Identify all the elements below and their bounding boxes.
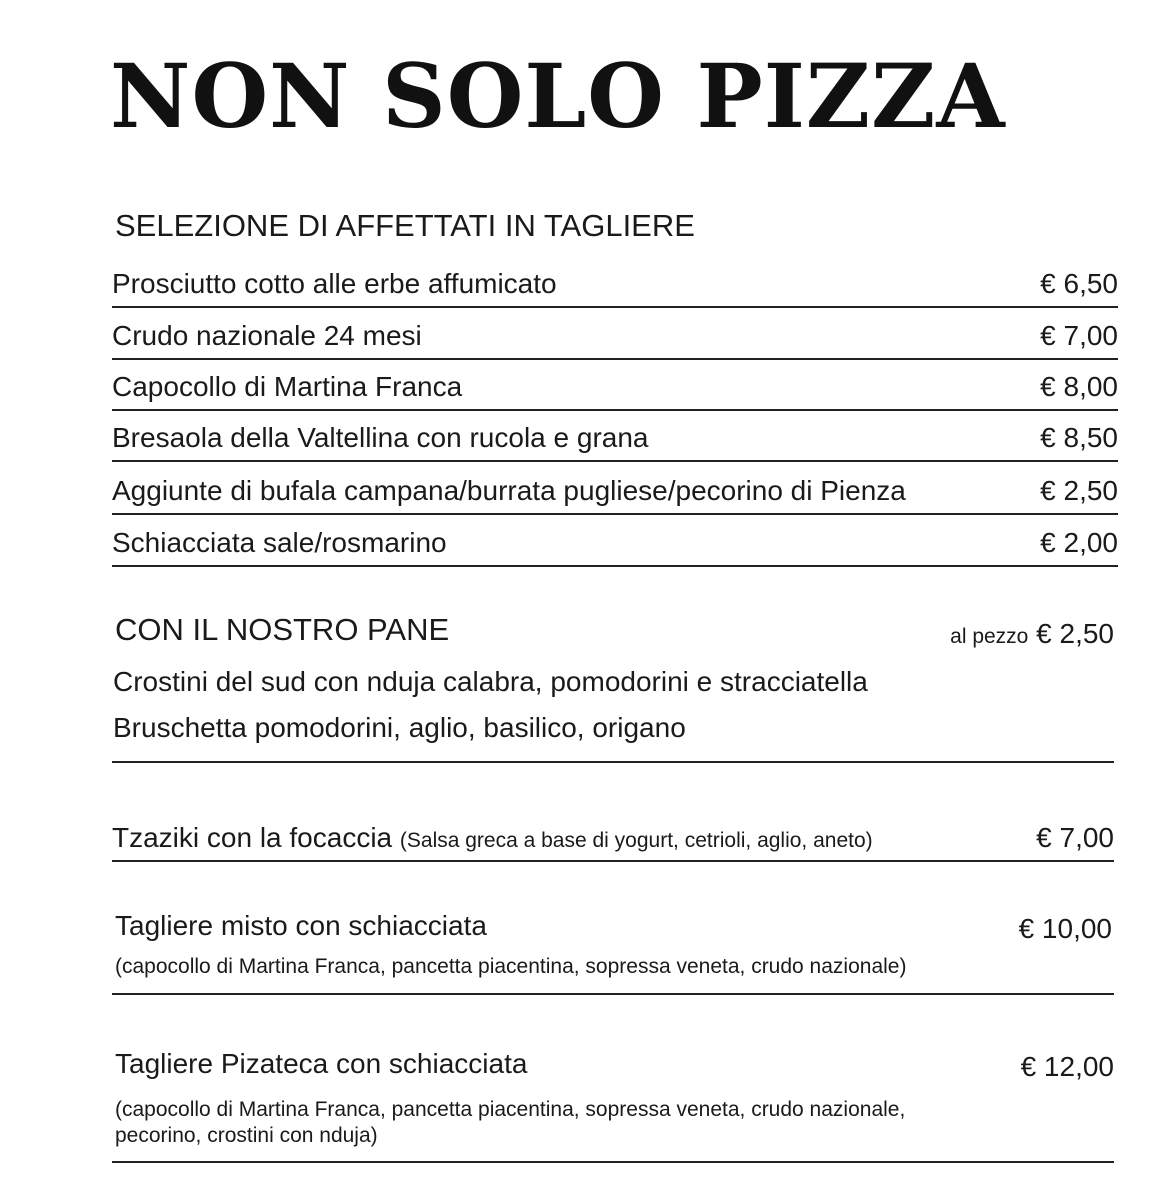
menu-row <box>112 268 1118 308</box>
menu-row <box>112 527 1118 567</box>
item-title: Tagliere misto con schiacciata <box>115 910 487 941</box>
menu-row <box>112 371 1118 411</box>
item-name: Capocollo di Martina Franca <box>112 371 463 402</box>
section-price <box>950 620 1114 648</box>
row-divider <box>112 860 1114 862</box>
item-price: € 6,50 <box>1040 268 1118 299</box>
item-name: Prosciutto cotto alle erbe affumicato <box>112 268 557 299</box>
item-price: € 10,00 <box>1018 913 1112 944</box>
item-description: (capocollo di Martina Franca, pancetta piacentina, sopressa veneta, crudo nazionale) <box>115 955 907 978</box>
row-divider <box>112 358 1118 360</box>
menu-row <box>112 822 1114 862</box>
section-heading-affettati: SELEZIONE DI AFFETTATI IN TAGLIERE <box>115 208 695 243</box>
item-price: € 12,00 <box>1020 1051 1114 1082</box>
item-description: (capocollo di Martina Franca, pancetta piacentina, sopressa veneta, crudo nazionale, <box>115 1098 906 1121</box>
item-price: € 8,50 <box>1040 422 1118 453</box>
menu-row <box>112 475 1118 515</box>
item-title: Tagliere Pizateca con schiacciata <box>115 1048 528 1079</box>
item-price: € 7,00 <box>1040 320 1118 351</box>
section-heading-pane: CON IL NOSTRO PANE <box>115 612 450 647</box>
item-name: Schiacciata sale/rosmarino <box>112 527 447 558</box>
item-note: (Salsa greca a base di yogurt, cetrioli, aglio, aneto) <box>399 829 873 852</box>
row-divider <box>112 460 1118 462</box>
price-prefix: al pezzo <box>950 625 1029 648</box>
item-name <box>112 824 873 852</box>
section-divider <box>112 761 1114 763</box>
row-divider <box>112 565 1118 567</box>
item-description: pecorino, crostini con nduja) <box>115 1124 378 1147</box>
item-name: Bresaola della Valtellina con rucola e grana <box>112 422 649 453</box>
item-price: € 7,00 <box>1036 822 1114 853</box>
list-item: Crostini del sud con nduja calabra, pomodorini e stracciatella <box>113 666 868 697</box>
row-divider <box>112 306 1118 308</box>
item-price: € 2,50 <box>1040 475 1118 506</box>
item-price: € 8,00 <box>1040 371 1118 402</box>
item-price: € 2,00 <box>1040 527 1118 558</box>
row-divider <box>112 513 1118 515</box>
menu-row <box>112 422 1118 462</box>
menu-row <box>112 320 1118 360</box>
list-item: Bruschetta pomodorini, aglio, basilico, origano <box>113 712 686 743</box>
row-divider <box>112 409 1118 411</box>
item-name: Crudo nazionale 24 mesi <box>112 320 422 351</box>
section-divider <box>112 1161 1114 1163</box>
item-name: Aggiunte di bufala campana/burrata pugliese/pecorino di Pienza <box>112 475 906 506</box>
page-title: NON SOLO PIZZA <box>110 44 1006 148</box>
price-value: € 2,50 <box>1036 618 1114 649</box>
section-divider <box>112 993 1114 995</box>
item-title: Tzaziki con la focaccia <box>112 822 393 853</box>
